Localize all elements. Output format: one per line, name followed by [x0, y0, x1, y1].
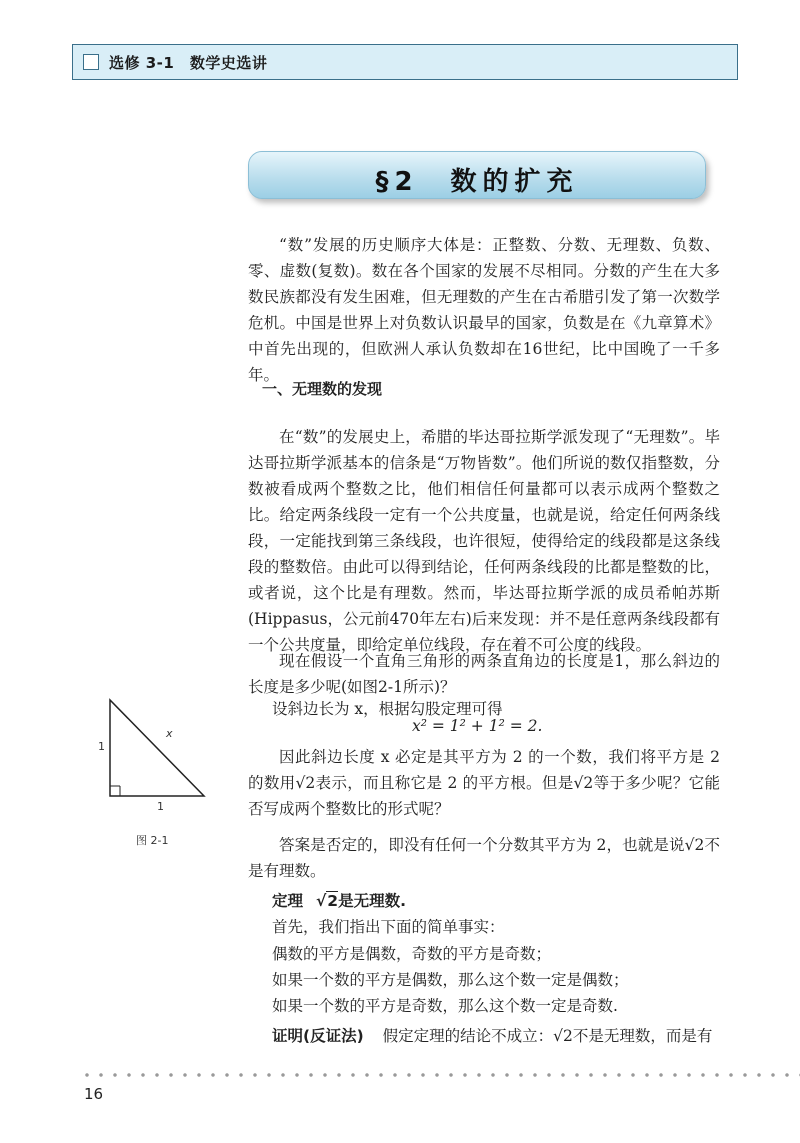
footer-dotted-line	[80, 1072, 800, 1078]
proof-line	[272, 1024, 712, 1046]
sqrt-text-c: 等于多少呢？它能否写成两个整数比的形式呢？	[248, 774, 720, 818]
fact-line-1: 偶数的平方是偶数，奇数的平方是奇数；	[272, 945, 552, 963]
figure-side-left-label: 1	[98, 740, 105, 753]
answer-text-a: 答案是否定的，即没有任何一个分数其平方为 2，也就是说	[279, 836, 685, 854]
figure-hypotenuse-label: x	[166, 727, 173, 740]
pythagoras-formula: x² = 1² + 1² = 2.	[412, 717, 543, 735]
section-title-banner	[248, 151, 706, 199]
sqrt-symbol: √2	[553, 1027, 573, 1045]
answer-text-b: 不是有理数。	[248, 836, 720, 880]
fact-line-2: 如果一个数的平方是偶数，那么这个数一定是偶数；	[272, 971, 629, 989]
figure-caption: 图 2-1	[136, 834, 169, 847]
sqrt-symbol: √2	[573, 774, 594, 792]
section-block-2	[248, 648, 720, 700]
theorem-text: 是无理数.	[338, 892, 406, 910]
section-block-3	[248, 744, 720, 822]
question-paragraph: 现在假设一个直角三角形的两条直角边的长度是1，那么斜边的长度是多少呢(如图2-1所示)？	[248, 652, 720, 696]
right-triangle-figure	[100, 690, 220, 810]
theorem-sqrt-radicand: 2	[327, 892, 339, 910]
proof-label: 证明(反证法)	[272, 1027, 364, 1045]
proof-text-a: 假定定理的结论不成立：	[382, 1027, 554, 1045]
answer-paragraph	[248, 832, 720, 884]
sqrt-paragraph	[248, 744, 720, 822]
intro-paragraph: “数”发展的历史顺序大体是：正整数、分数、无理数、负数、零、虚数(复数)。数在各个国家的发展不尽相同。分数的产生在大多数民族都没有发生困难，但无理数的产生在古希腊引发了第一次数学危机。中国是世界上对负数认识最早的国家，负数是在《九章算术》中首先出现的，但欧洲人承认负数却在16世纪，比中国晚了一千多年。	[248, 236, 720, 384]
header-bar	[72, 44, 738, 80]
fact-line-3: 如果一个数的平方是奇数，那么这个数一定是奇数.	[272, 997, 618, 1015]
theorem-line: 定理 √2是无理数.	[272, 892, 406, 910]
section-block-4	[248, 832, 720, 884]
sqrt-text-a: 因此斜边长度 x 必定是其平方为 2 的一个数，我们将平方是 2 的数用	[248, 748, 720, 792]
theorem-label: 定理	[272, 892, 304, 910]
page-number: 16	[84, 1085, 104, 1103]
sqrt-text-b: 表示，而且称它是 2 的平方根。但是	[315, 774, 574, 792]
section-block-1	[248, 424, 720, 658]
figure-side-bottom-label: 1	[157, 800, 164, 813]
sqrt-symbol: √2	[295, 774, 316, 792]
header-square-icon	[83, 54, 99, 70]
section-heading: 一、无理数的发现	[262, 380, 383, 398]
first-line: 首先，我们指出下面的简单事实：	[272, 918, 505, 936]
section-title: §2 数的扩充	[375, 167, 579, 197]
let-line: 设斜边长为 x，根据勾股定理可得	[272, 700, 503, 718]
history-paragraph: 在“数”的发展史上，希腊的毕达哥拉斯学派发现了“无理数”。毕达哥拉斯学派基本的信条是“万物皆数”。他们所说的数仅指整数，分数被看成两个整数之比，他们相信任何量都可以表示成两个整数之比。给定两条线段一定有一个公共度量，也就是说，给定任何两条线段，一定能找到第三条线段，也许很短，使得给定的线段都是这条线段的整数倍。由此可以得到结论，任何两条线段的比都是整数的比，或者说，这个比是有理数。然而，毕达哥拉斯学派的成员希帕苏斯(Hippasus，公元前470年左右)后来发现：并不是任意两条线段都有一个公共度量，即给定单位线段，存在着不可公度的线段。	[248, 428, 720, 654]
header-text: 选修 3-1 数学史选讲	[109, 54, 268, 72]
proof-text-b: 不是无理数，而是有	[572, 1027, 713, 1045]
sqrt-symbol: √2	[684, 836, 705, 854]
intro-block	[248, 232, 720, 388]
